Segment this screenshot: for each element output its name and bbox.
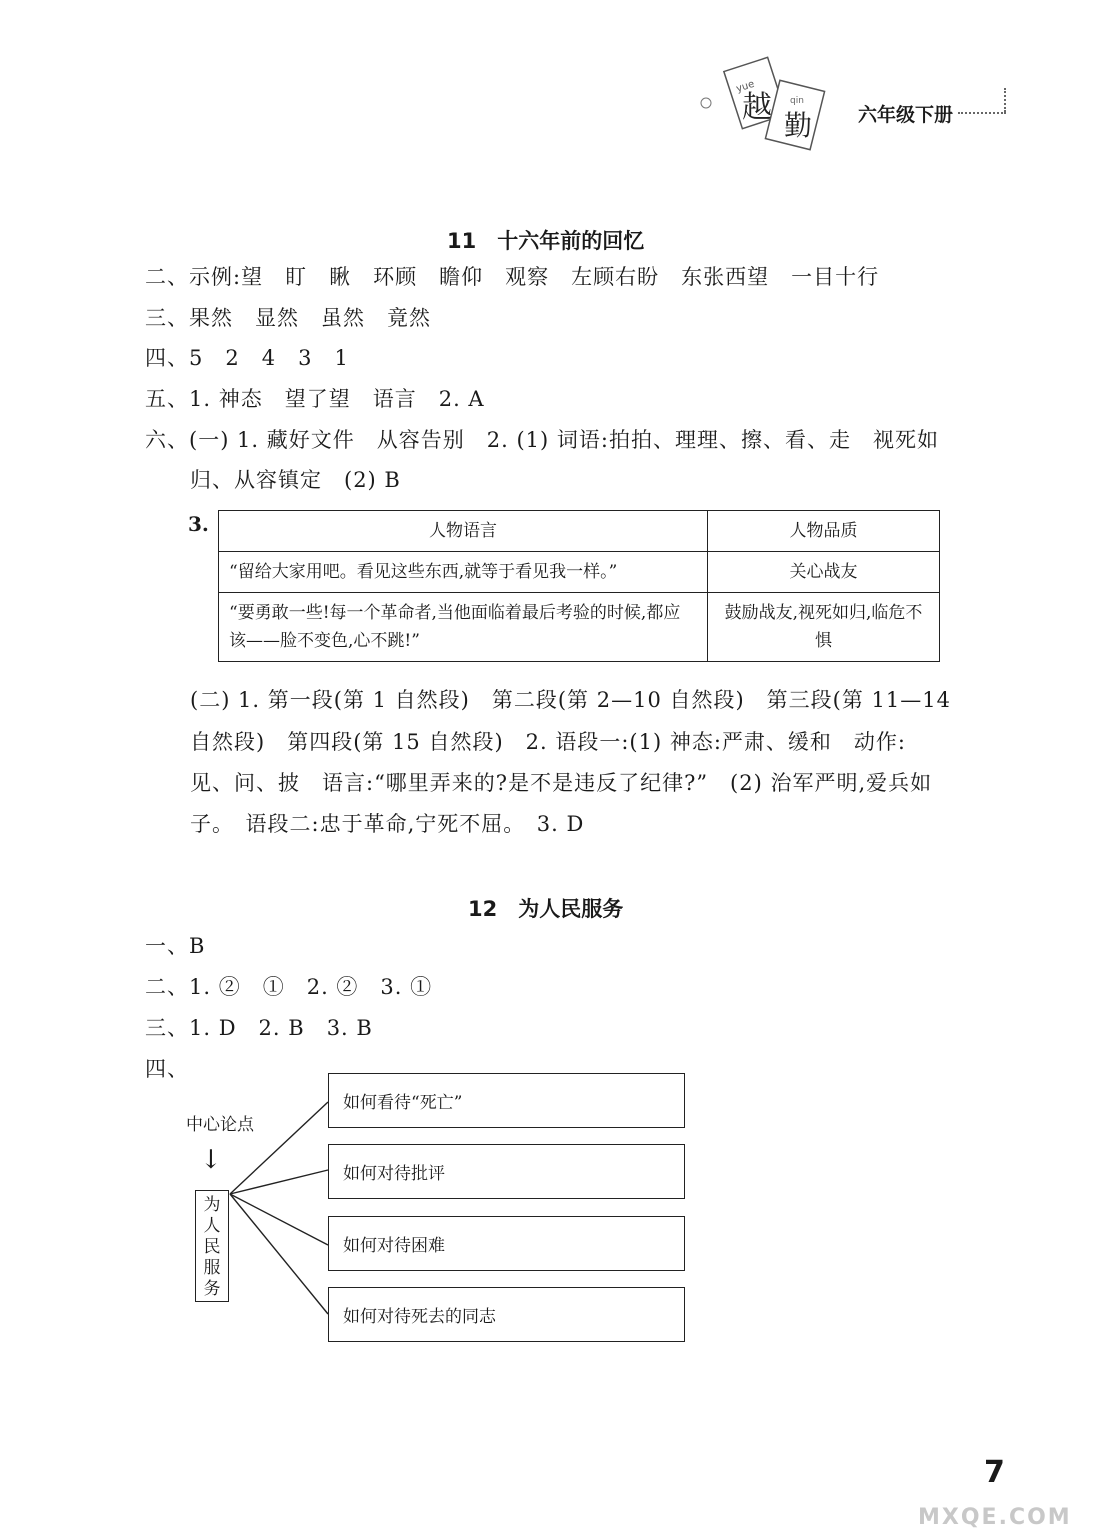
watermark: MXQE.COM	[918, 1505, 1072, 1530]
header-grade: 六年级下册	[858, 104, 954, 126]
table-row	[219, 552, 940, 593]
diagram-branch-criticism: 如何对待批评	[328, 1144, 685, 1199]
lesson12-q2: 二、1. ② ① 2. ② 3. ①	[145, 975, 433, 999]
lesson11-q6-line1: 六、(一) 1. 藏好文件 从容告别 2. (1) 词语:拍拍、理理、擦、看、走 视死如	[145, 428, 939, 452]
lesson11-part2-line3: 见、问、披 语言:“哪里弄来的?是不是违反了纪律?” (2) 治军严明,爱兵如	[190, 771, 933, 795]
lesson11-part2-line4: 子。 语段二:忠于革命,宁死不屈。 3. D	[190, 812, 585, 836]
lesson11-q3: 三、果然 显然 虽然 竟然	[145, 306, 431, 330]
diagram-branch-difficulty: 如何对待困难	[328, 1216, 685, 1271]
lesson11-part2-line2: 自然段) 第四段(第 15 自然段) 2. 语段一:(1) 神态:严肃、缓和 动作:	[190, 730, 907, 754]
traits-table	[218, 510, 940, 662]
lesson11-title: 11 十六年前的回忆	[447, 229, 645, 253]
logo-graphic	[690, 55, 840, 165]
diagram-arrow: ↓	[200, 1145, 222, 1175]
lesson12-title: 12 为人民服务	[468, 897, 624, 921]
diagram-root: 为人民服务	[195, 1190, 229, 1302]
header-divider	[958, 112, 1006, 114]
lesson12-q1: 一、B	[145, 934, 206, 958]
page-number: 7	[984, 1455, 1005, 1490]
logo-pinyin-2: qin	[790, 96, 804, 106]
table-cell: “要勇敢一些!每一个革命者,当他面临着最后考验的时候,都应该——脸不变色,心不跳!”	[219, 593, 708, 662]
lesson12-q3: 三、1. D 2. B 3. B	[145, 1016, 373, 1040]
header-divider-vertical	[1004, 88, 1006, 112]
logo-char-1: 越	[742, 90, 772, 125]
logo-pinyin-1: yue	[734, 78, 756, 95]
table-header-cell: 人物品质	[708, 511, 940, 552]
lesson11-q4: 四、5 2 4 3 1	[145, 346, 349, 370]
table-header-cell: 人物语言	[219, 511, 708, 552]
table-cell: 关心战友	[708, 552, 940, 593]
header-logo	[690, 55, 840, 165]
diagram-branch-death: 如何看待“死亡”	[328, 1073, 685, 1128]
diagram-branch-comrades: 如何对待死去的同志	[328, 1287, 685, 1342]
lesson11-q6-line2: 归、从容镇定 (2) B	[190, 468, 401, 492]
table-row	[219, 593, 940, 662]
diagram-center-label: 中心论点	[186, 1115, 254, 1135]
lesson12-q4: 四、	[145, 1057, 189, 1081]
diagram-connectors	[228, 1090, 338, 1330]
table-cell: “留给大家用吧。看见这些东西,就等于看见我一样。”	[219, 552, 708, 593]
lesson11-q6-3-label: 3.	[188, 512, 209, 536]
lesson11-q5: 五、1. 神态 望了望 语言 2. A	[145, 387, 485, 411]
lesson11-q2: 二、示例:望 盯 瞅 环顾 瞻仰 观察 左顾右盼 东张西望 一目十行	[145, 265, 880, 289]
lesson11-part2-line1: (二) 1. 第一段(第 1 自然段) 第二段(第 2—10 自然段) 第三段(第 11—14	[190, 688, 951, 712]
table-cell: 鼓励战友,视死如归,临危不惧	[708, 593, 940, 662]
logo-char-2: 勤	[784, 109, 813, 142]
table-header-row	[219, 511, 940, 552]
